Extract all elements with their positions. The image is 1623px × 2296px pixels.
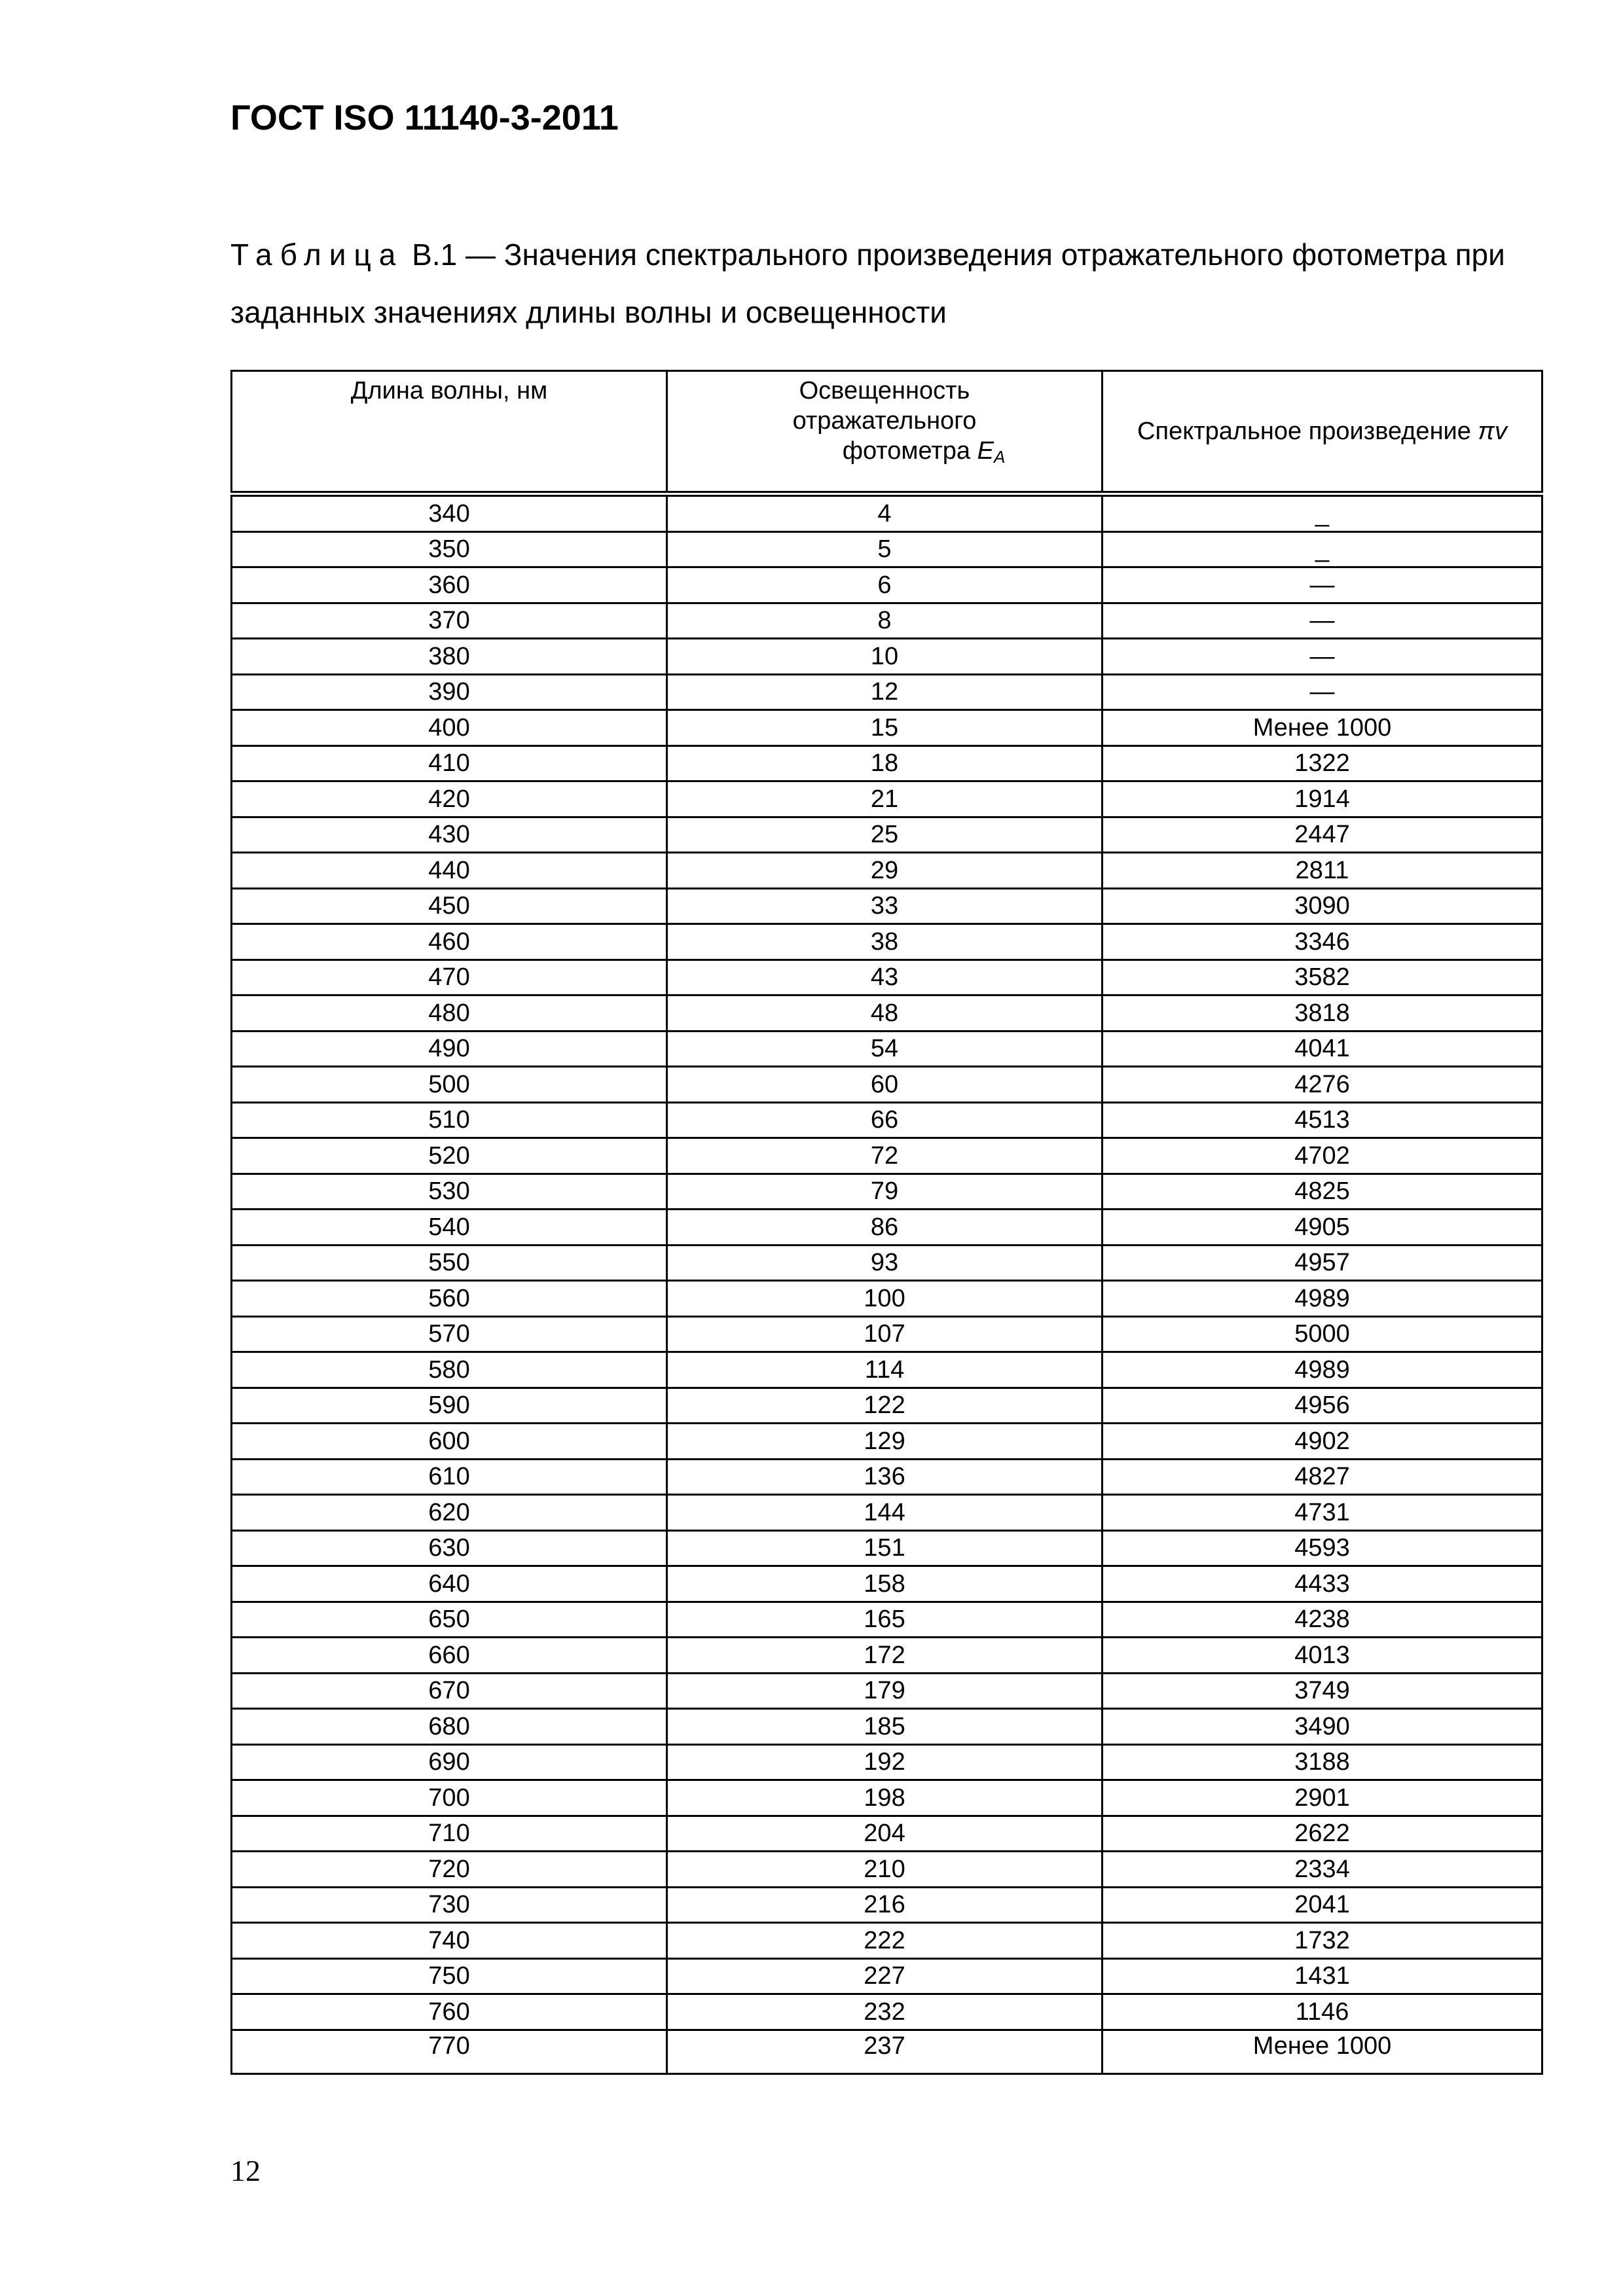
table-row: [232, 1281, 1542, 1317]
cell-wavelength: 370: [232, 603, 667, 639]
table-row: [232, 1495, 1542, 1531]
cell-illuminance: 29: [667, 853, 1103, 889]
cell-wavelength: 550: [232, 1245, 667, 1281]
cell-illuminance: 151: [667, 1530, 1103, 1566]
table-row: [232, 1316, 1542, 1352]
cell-wavelength: 670: [232, 1673, 667, 1709]
cell-illuminance: 93: [667, 1245, 1103, 1281]
cell-spectral-product: 4905: [1103, 1210, 1542, 1246]
table-row: [232, 1602, 1542, 1638]
cell-wavelength: 560: [232, 1281, 667, 1317]
cell-spectral-product: 2041: [1103, 1887, 1542, 1923]
cell-spectral-product: 3490: [1103, 1709, 1542, 1745]
cell-spectral-product: 3582: [1103, 960, 1542, 996]
cell-spectral-product: —: [1103, 674, 1542, 710]
cell-spectral-product: Менее 1000: [1103, 2030, 1542, 2073]
table-caption: [230, 226, 1539, 341]
header-spectral-symbol: πv: [1478, 418, 1507, 445]
cell-wavelength: 610: [232, 1459, 667, 1495]
table-row: [232, 888, 1542, 924]
cell-wavelength: 570: [232, 1316, 667, 1352]
cell-wavelength: 720: [232, 1852, 667, 1888]
cell-illuminance: 18: [667, 745, 1103, 781]
cell-illuminance: 12: [667, 674, 1103, 710]
cell-illuminance: 136: [667, 1459, 1103, 1495]
cell-wavelength: 450: [232, 888, 667, 924]
cell-wavelength: 360: [232, 567, 667, 603]
cell-spectral-product: 1431: [1103, 1958, 1542, 1994]
cell-wavelength: 710: [232, 1816, 667, 1852]
cell-illuminance: 179: [667, 1673, 1103, 1709]
table-row: [232, 781, 1542, 817]
table-row: [232, 1816, 1542, 1852]
cell-illuminance: 43: [667, 960, 1103, 996]
cell-wavelength: 750: [232, 1958, 667, 1994]
cell-wavelength: 590: [232, 1388, 667, 1424]
table-row: [232, 817, 1542, 853]
table-row: [232, 853, 1542, 889]
cell-illuminance: 79: [667, 1174, 1103, 1210]
header-wavelength: Длина волны, нм: [232, 371, 667, 494]
table-row: [232, 1424, 1542, 1460]
cell-wavelength: 490: [232, 1031, 667, 1067]
cell-illuminance: 6: [667, 567, 1103, 603]
table-row: [232, 603, 1542, 639]
cell-spectral-product: 2901: [1103, 1780, 1542, 1816]
cell-illuminance: 114: [667, 1352, 1103, 1388]
table-row: [232, 1102, 1542, 1138]
spectral-product-table: [230, 370, 1543, 2075]
cell-spectral-product: 4238: [1103, 1602, 1542, 1638]
table-header-row: [232, 371, 1542, 494]
cell-illuminance: 210: [667, 1852, 1103, 1888]
caption-label: Таблица: [230, 238, 404, 272]
cell-spectral-product: 4041: [1103, 1031, 1542, 1067]
cell-spectral-product: 2334: [1103, 1852, 1542, 1888]
table-row: [232, 1994, 1542, 2030]
cell-wavelength: 380: [232, 639, 667, 675]
cell-wavelength: 420: [232, 781, 667, 817]
cell-illuminance: 8: [667, 603, 1103, 639]
cell-spectral-product: 4957: [1103, 1245, 1542, 1281]
table-row: [232, 674, 1542, 710]
cell-spectral-product: 4989: [1103, 1352, 1542, 1388]
cell-wavelength: 600: [232, 1424, 667, 1460]
cell-wavelength: 730: [232, 1887, 667, 1923]
cell-spectral-product: 4825: [1103, 1174, 1542, 1210]
cell-spectral-product: 3188: [1103, 1744, 1542, 1780]
cell-illuminance: 204: [667, 1816, 1103, 1852]
table-row: [232, 494, 1542, 532]
cell-wavelength: 700: [232, 1780, 667, 1816]
cell-wavelength: 470: [232, 960, 667, 996]
cell-wavelength: 740: [232, 1923, 667, 1959]
header-illuminance-symbol: E: [977, 437, 994, 465]
table-row: [232, 1852, 1542, 1888]
table-row: [232, 1459, 1542, 1495]
table-row: [232, 1388, 1542, 1424]
table-body: [232, 494, 1542, 2074]
cell-illuminance: 100: [667, 1281, 1103, 1317]
caption-dash: —: [465, 238, 496, 272]
cell-illuminance: 227: [667, 1958, 1103, 1994]
cell-spectral-product: 4593: [1103, 1530, 1542, 1566]
cell-spectral-product: _: [1103, 494, 1542, 532]
cell-wavelength: 540: [232, 1210, 667, 1246]
table-row: [232, 960, 1542, 996]
cell-illuminance: 122: [667, 1388, 1103, 1424]
cell-wavelength: 580: [232, 1352, 667, 1388]
cell-spectral-product: 1146: [1103, 1994, 1542, 2030]
cell-wavelength: 460: [232, 924, 667, 960]
cell-illuminance: 232: [667, 1994, 1103, 2030]
cell-illuminance: 33: [667, 888, 1103, 924]
cell-illuminance: 48: [667, 996, 1103, 1031]
cell-illuminance: 165: [667, 1602, 1103, 1638]
cell-spectral-product: 4731: [1103, 1495, 1542, 1531]
cell-illuminance: 237: [667, 2030, 1103, 2073]
cell-wavelength: 510: [232, 1102, 667, 1138]
cell-illuminance: 107: [667, 1316, 1103, 1352]
cell-illuminance: 60: [667, 1067, 1103, 1103]
table-row: [232, 1352, 1542, 1388]
cell-wavelength: 650: [232, 1602, 667, 1638]
cell-illuminance: 54: [667, 1031, 1103, 1067]
cell-illuminance: 21: [667, 781, 1103, 817]
page-number: 12: [230, 2154, 261, 2187]
cell-wavelength: 440: [232, 853, 667, 889]
header-spectral-text: Спектральное произведение: [1137, 418, 1471, 445]
cell-wavelength: 340: [232, 494, 667, 532]
cell-illuminance: 15: [667, 710, 1103, 746]
cell-illuminance: 5: [667, 531, 1103, 567]
table-row: [232, 1744, 1542, 1780]
cell-spectral-product: 4902: [1103, 1424, 1542, 1460]
table-row: [232, 639, 1542, 675]
cell-wavelength: 350: [232, 531, 667, 567]
cell-spectral-product: 3346: [1103, 924, 1542, 960]
cell-illuminance: 38: [667, 924, 1103, 960]
cell-spectral-product: 1914: [1103, 781, 1542, 817]
cell-wavelength: 680: [232, 1709, 667, 1745]
cell-wavelength: 530: [232, 1174, 667, 1210]
table-row: [232, 1780, 1542, 1816]
table-row: [232, 1067, 1542, 1103]
table-row: [232, 1245, 1542, 1281]
table-row: [232, 710, 1542, 746]
cell-wavelength: 500: [232, 1067, 667, 1103]
table-row: [232, 1174, 1542, 1210]
cell-illuminance: 185: [667, 1709, 1103, 1745]
cell-spectral-product: 4513: [1103, 1102, 1542, 1138]
cell-illuminance: 198: [667, 1780, 1103, 1816]
cell-spectral-product: 1732: [1103, 1923, 1542, 1959]
table-row: [232, 745, 1542, 781]
table-row: [232, 1566, 1542, 1602]
table-row: [232, 1923, 1542, 1959]
cell-wavelength: 480: [232, 996, 667, 1031]
cell-spectral-product: —: [1103, 603, 1542, 639]
table-row: [232, 1138, 1542, 1174]
table-row: [232, 1887, 1542, 1923]
cell-spectral-product: 4433: [1103, 1566, 1542, 1602]
cell-illuminance: 172: [667, 1638, 1103, 1674]
cell-wavelength: 620: [232, 1495, 667, 1531]
cell-illuminance: 66: [667, 1102, 1103, 1138]
table-row: [232, 1673, 1542, 1709]
cell-wavelength: 660: [232, 1638, 667, 1674]
cell-spectral-product: 2811: [1103, 853, 1542, 889]
cell-spectral-product: 2622: [1103, 1816, 1542, 1852]
header-illuminance-line1: Освещенность: [799, 377, 970, 404]
cell-spectral-product: 4827: [1103, 1459, 1542, 1495]
cell-spectral-product: 2447: [1103, 817, 1542, 853]
cell-wavelength: 760: [232, 1994, 667, 2030]
table-row: [232, 2030, 1542, 2073]
cell-spectral-product: —: [1103, 567, 1542, 603]
header-illuminance-subscript: A: [993, 447, 1006, 467]
header-illuminance-line3: [668, 436, 1101, 472]
cell-illuminance: 86: [667, 1210, 1103, 1246]
cell-illuminance: 4: [667, 494, 1103, 532]
cell-spectral-product: 5000: [1103, 1316, 1542, 1352]
cell-spectral-product: 4702: [1103, 1138, 1542, 1174]
cell-illuminance: 10: [667, 639, 1103, 675]
cell-spectral-product: Менее 1000: [1103, 710, 1542, 746]
cell-spectral-product: 3749: [1103, 1673, 1542, 1709]
table-row: [232, 996, 1542, 1031]
cell-wavelength: 400: [232, 710, 667, 746]
cell-wavelength: 630: [232, 1530, 667, 1566]
caption-number: B.1: [412, 238, 458, 272]
cell-wavelength: 640: [232, 1566, 667, 1602]
cell-illuminance: 144: [667, 1495, 1103, 1531]
cell-spectral-product: 4989: [1103, 1281, 1542, 1317]
table-row: [232, 1530, 1542, 1566]
header-spectral-product: [1103, 371, 1542, 494]
header-illuminance-line2: отражательного: [792, 407, 977, 435]
table-row: [232, 1709, 1542, 1745]
cell-illuminance: 72: [667, 1138, 1103, 1174]
cell-spectral-product: 4013: [1103, 1638, 1542, 1674]
document-code: ГОСТ ISO 11140-3-2011: [230, 98, 619, 137]
cell-spectral-product: 1322: [1103, 745, 1542, 781]
cell-wavelength: 520: [232, 1138, 667, 1174]
cell-wavelength: 430: [232, 817, 667, 853]
table-row: [232, 531, 1542, 567]
cell-wavelength: 390: [232, 674, 667, 710]
table-row: [232, 1958, 1542, 1994]
table-row: [232, 1031, 1542, 1067]
cell-spectral-product: —: [1103, 639, 1542, 675]
cell-spectral-product: 4276: [1103, 1067, 1542, 1103]
cell-wavelength: 770: [232, 2030, 667, 2073]
cell-wavelength: 410: [232, 745, 667, 781]
cell-spectral-product: 3090: [1103, 888, 1542, 924]
table-row: [232, 1210, 1542, 1246]
header-illuminance: [667, 371, 1103, 494]
table-row: [232, 924, 1542, 960]
cell-illuminance: 192: [667, 1744, 1103, 1780]
table-row: [232, 567, 1542, 603]
cell-spectral-product: 3818: [1103, 996, 1542, 1031]
table-row: [232, 1638, 1542, 1674]
caption-text: Значения спектрального произведения отражательного фотометра при заданных значениях длины волны и освещенности: [230, 238, 1505, 329]
cell-illuminance: 129: [667, 1424, 1103, 1460]
cell-illuminance: 216: [667, 1887, 1103, 1923]
cell-illuminance: 158: [667, 1566, 1103, 1602]
cell-wavelength: 690: [232, 1744, 667, 1780]
cell-spectral-product: 4956: [1103, 1388, 1542, 1424]
cell-illuminance: 222: [667, 1923, 1103, 1959]
header-illuminance-word: фотометра: [842, 437, 971, 465]
cell-spectral-product: _: [1103, 531, 1542, 567]
cell-illuminance: 25: [667, 817, 1103, 853]
